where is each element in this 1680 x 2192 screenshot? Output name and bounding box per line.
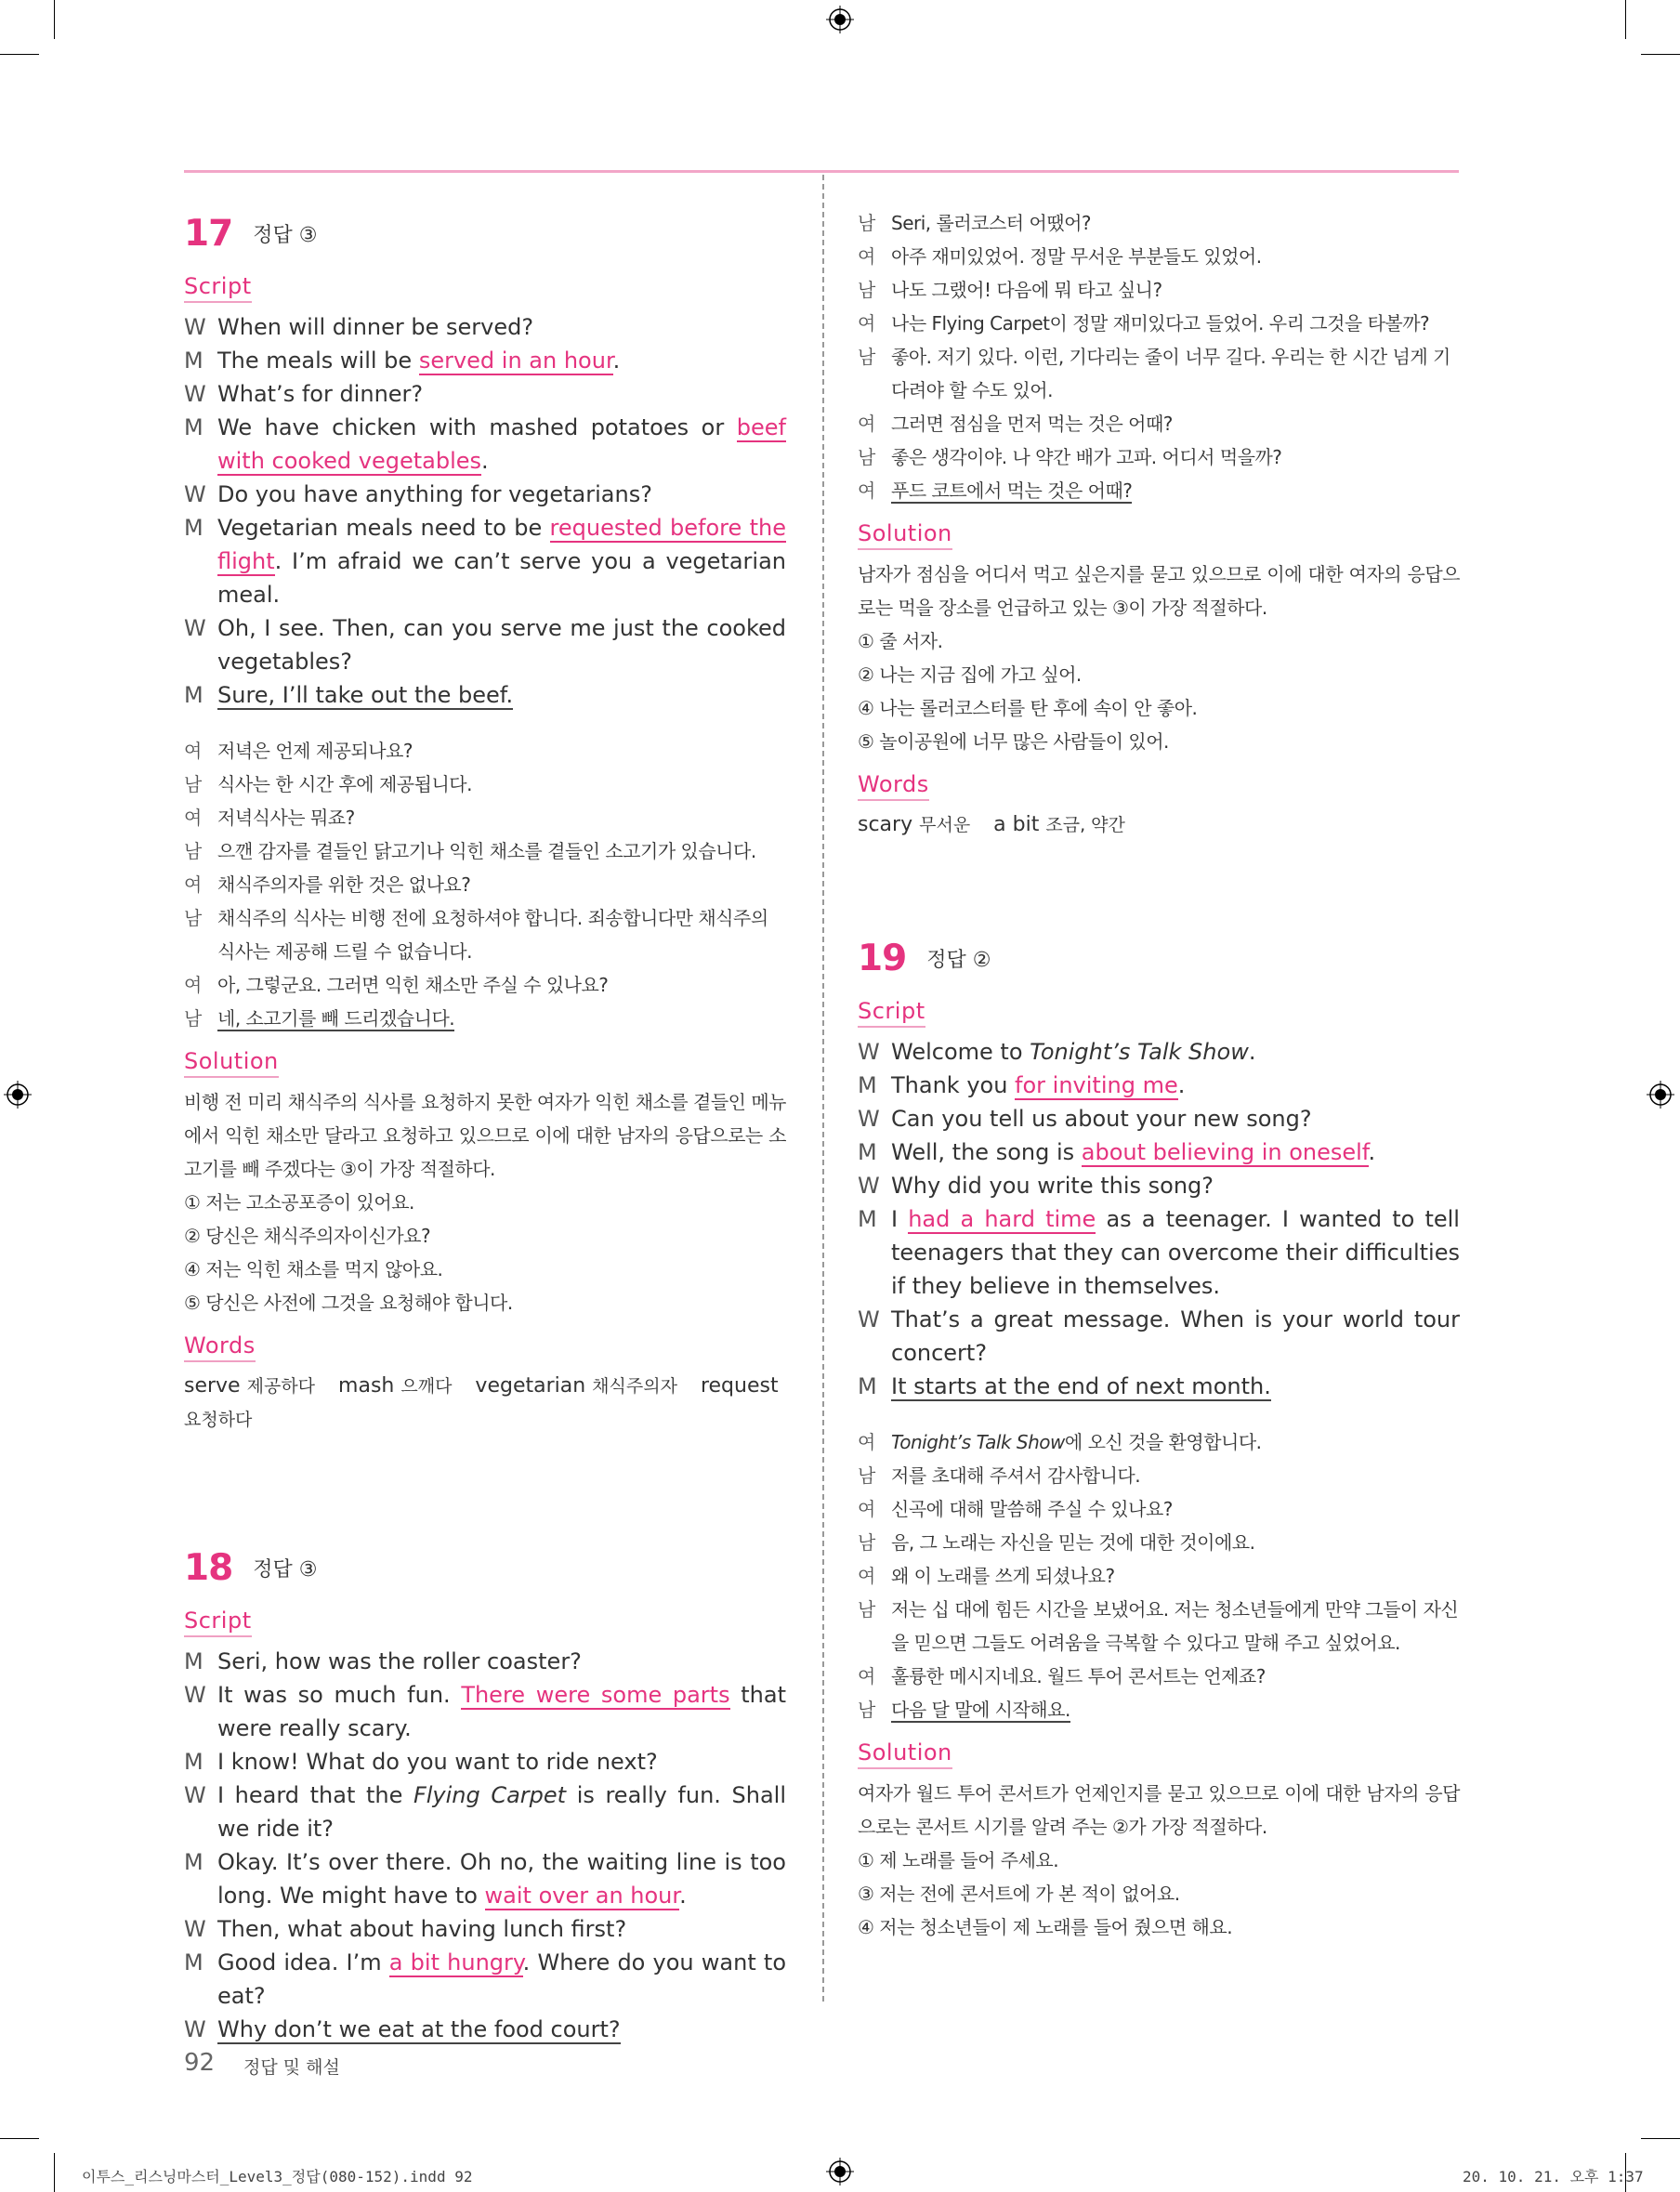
text-run: 채식주의 식사는 비행 전에 요청하셔야 합니다. 죄송합니다만 채식주의 식사는 제공해 드릴 수 없습니다. [217, 907, 768, 963]
speaker-label: W [184, 481, 206, 507]
crop-mark [54, 2153, 55, 2192]
script-lines [858, 1035, 1460, 1403]
script-heading: Script [184, 273, 252, 303]
text-run: When will dinner be served? [217, 314, 534, 340]
crop-mark [1641, 54, 1680, 55]
translation-line [858, 1526, 1460, 1559]
translation-line [858, 273, 1460, 307]
line-text [891, 1303, 1460, 1370]
speaker-label: 남 [858, 346, 875, 368]
script-line [858, 1370, 1460, 1403]
script-line [184, 411, 786, 478]
script-lines [184, 310, 786, 712]
line-text [891, 1035, 1460, 1069]
line-text [217, 1645, 786, 1678]
translation-line [184, 868, 786, 901]
text-run: that were really scary. [217, 1682, 786, 1741]
text-run: . [1368, 1139, 1376, 1165]
translation-line [858, 307, 1460, 340]
speaker-label: 여 [858, 1665, 875, 1687]
translation-line [858, 206, 1460, 240]
speaker-label: 남 [858, 279, 875, 301]
line-text [891, 206, 1460, 240]
script-line [184, 1779, 786, 1845]
script-line [184, 344, 786, 377]
crop-mark [1625, 0, 1626, 39]
words-heading: Words [858, 771, 929, 801]
translation-line [858, 340, 1460, 407]
line-text [217, 611, 786, 678]
answer-label: 정답 ② [926, 948, 991, 972]
script-line [184, 1645, 786, 1678]
text-run: 식사는 한 시간 후에 제공됩니다. [217, 773, 472, 795]
text-run: We have chicken with mashed potatoes or [217, 414, 737, 440]
registration-mark-icon [1647, 1081, 1674, 1109]
answer-line: Sure, I’ll take out the beef. [217, 682, 514, 708]
line-text [891, 1102, 1460, 1135]
script-line [858, 1202, 1460, 1303]
answer-line: 네, 소고기를 빼 드리겠습니다. [217, 1007, 455, 1030]
line-text [217, 868, 786, 901]
option-item: ④ 저는 청소년들이 제 노래를 들어 줬으면 해요. [858, 1916, 1233, 1938]
text-run: 왜 이 노래를 쓰게 되셨나요? [891, 1565, 1115, 1587]
print-timestamp: 20. 10. 21. 오후 1:37 [1463, 2168, 1644, 2185]
text-run: Seri, 롤러코스터 어땠어? [891, 212, 1092, 234]
script-line [184, 678, 786, 712]
solution-text: 여자가 월드 투어 콘서트가 언제인지를 묻고 있으므로 이에 대한 남자의 응답으로는 콘서트 시기를 알려 주는 ②가 가장 적절하다. [858, 1782, 1460, 1838]
key-phrase: wait over an hour [484, 1883, 680, 1909]
speaker-label: M [184, 1648, 203, 1674]
question-17 [184, 206, 786, 1437]
text-run: I know! What do you want to ride next? [217, 1749, 658, 1775]
solution-heading: Solution [858, 520, 952, 550]
speaker-label: W [184, 1782, 206, 1808]
text-run: 좋아. 저기 있다. 이런, 기다리는 줄이 너무 길다. 우리는 한 시간 넘게 기다려야 할 수도 있어. [891, 346, 1450, 401]
speaker-label: 여 [858, 245, 875, 268]
line-text [891, 474, 1460, 507]
line-text [891, 1425, 1460, 1459]
question-header [858, 931, 1460, 985]
text-run: It was so much fun. [217, 1682, 462, 1708]
registration-mark-icon [4, 1081, 32, 1109]
speaker-label: W [858, 1039, 880, 1065]
translation-line [858, 1693, 1460, 1726]
answer-line: Why don’t we eat at the food court? [217, 2016, 621, 2042]
translation-line [184, 768, 786, 801]
translation-line [858, 1660, 1460, 1693]
question-number: 18 [184, 1546, 233, 1589]
option-item: ④ 나는 롤러코스터를 탄 후에 속이 안 좋아. [858, 697, 1198, 719]
speaker-label: 여 [858, 479, 875, 502]
translation-line [184, 734, 786, 768]
translation-line [858, 1559, 1460, 1593]
speaker-label: 여 [184, 740, 202, 762]
text-run: Well, the song is [891, 1139, 1082, 1165]
crop-mark [0, 54, 39, 55]
text-run: Seri, how was the roller coaster? [217, 1648, 582, 1674]
speaker-label: 여 [184, 974, 202, 996]
line-text [217, 801, 786, 834]
line-text [217, 1912, 786, 1946]
text-run: Can you tell us about your new song? [891, 1106, 1312, 1132]
text-run: Do you have anything for vegetarians? [217, 481, 652, 507]
key-phrase: for inviting me [1015, 1072, 1178, 1098]
translation-line [858, 240, 1460, 273]
line-text [891, 1693, 1460, 1726]
line-text [891, 1169, 1460, 1202]
option-list [858, 624, 1460, 758]
question-header [184, 206, 786, 260]
speaker-label: W [184, 1682, 206, 1708]
translation-line [858, 1459, 1460, 1492]
text-run: 음, 그 노래는 자신을 믿는 것에 대한 것이에요. [891, 1531, 1255, 1554]
answer-line: 다음 달 말에 시작해요. [891, 1699, 1070, 1721]
line-text [891, 407, 1460, 440]
line-text [217, 968, 786, 1002]
speaker-label: M [858, 1206, 877, 1232]
translation-lines [858, 1425, 1460, 1726]
text-run: Welcome to [891, 1039, 1030, 1065]
translation-line [858, 407, 1460, 440]
line-text [891, 273, 1460, 307]
script-line [184, 1912, 786, 1946]
line-text [891, 1370, 1460, 1403]
question-header [184, 1541, 786, 1595]
column-divider [822, 175, 824, 2002]
speaker-label: M [184, 348, 203, 374]
text-run: 신곡에 대해 말씀해 주실 수 있나요? [891, 1498, 1173, 1520]
page-number: 92 [184, 2049, 216, 2077]
text-run: 저녁식사는 뭐죠? [217, 807, 355, 829]
line-text [891, 1492, 1460, 1526]
line-text [891, 340, 1460, 407]
line-text [217, 734, 786, 768]
text-run: Thank you [891, 1072, 1016, 1098]
script-line [858, 1035, 1460, 1069]
option-list [184, 1186, 786, 1319]
speaker-label: M [858, 1072, 877, 1098]
text-run: . [481, 448, 489, 474]
key-phrase: had a hard time [908, 1206, 1096, 1232]
speaker-label: 남 [184, 840, 202, 862]
script-line [184, 478, 786, 511]
text-run: Okay. It’s over there. Oh no, the waiting line is too long. We might have to [217, 1849, 786, 1909]
line-text [217, 678, 786, 712]
translation-line [184, 801, 786, 834]
word-ko: 요청하다 [184, 1410, 253, 1430]
text-run: Oh, I see. Then, can you serve me just the cooked vegetables? [217, 615, 786, 675]
speaker-label: 여 [858, 1565, 875, 1587]
text-run: . [612, 348, 621, 374]
text-run: Then, what about having lunch first? [217, 1916, 627, 1942]
solution-text: 비행 전 미리 채식주의 식사를 요청하지 못한 여자가 익힌 채소를 곁들인 메뉴에서 익힌 채소만 달라고 요청하고 있으므로 이에 대한 남자의 응답으로는 소고기를 빼 주겠다는 ③이 가장 적절하다. [184, 1091, 786, 1180]
script-line [184, 1678, 786, 1745]
translation-line [184, 1002, 786, 1035]
answer-line: 푸드 코트에서 먹는 것은 어때? [891, 479, 1133, 502]
script-line [184, 2013, 786, 2046]
speaker-label: M [858, 1139, 877, 1165]
solution-heading: Solution [184, 1048, 279, 1078]
word-en: vegetarian [475, 1374, 586, 1398]
option-item: ① 줄 서자. [858, 630, 943, 652]
text-run: 훌륭한 메시지네요. 월드 투어 콘서트는 언제죠? [891, 1665, 1266, 1687]
translation-line [184, 968, 786, 1002]
speaker-label: M [858, 1373, 877, 1399]
solution-text: 남자가 점심을 어디서 먹고 싶은지를 묻고 있으므로 이에 대한 여자의 응답으로는 먹을 장소를 언급하고 있는 ③이 가장 적절하다. [858, 563, 1460, 619]
text-run: 저녁은 언제 제공되나요? [217, 740, 413, 762]
script-line [858, 1135, 1460, 1169]
line-text [891, 1593, 1460, 1660]
text-run: 저를 초대해 주셔서 감사합니다. [891, 1464, 1141, 1487]
speaker-label: 남 [184, 1007, 202, 1030]
speaker-label: 남 [858, 446, 875, 468]
key-phrase: a bit hungry [388, 1949, 523, 1975]
line-text [217, 834, 786, 868]
key-phrase: beef with cooked vegetables [217, 414, 786, 474]
question-number: 17 [184, 212, 233, 255]
text-run: . [1177, 1072, 1186, 1098]
translation-line [858, 1425, 1460, 1459]
crop-mark [54, 0, 55, 39]
translation-line [858, 474, 1460, 507]
speaker-label: 남 [858, 1531, 875, 1554]
text-run: 아, 그렇군요. 그러면 익힌 채소만 주실 수 있나요? [217, 974, 609, 996]
crop-mark [0, 2138, 39, 2139]
speaker-label: W [184, 314, 206, 340]
key-phrase: about believing in oneself [1081, 1139, 1369, 1165]
speaker-label: 여 [858, 1431, 875, 1453]
words-heading: Words [184, 1332, 256, 1362]
text-run: 으깬 감자를 곁들인 닭고기나 익힌 채소를 곁들인 소고기가 있습니다. [217, 840, 756, 862]
speaker-label: M [184, 1849, 203, 1875]
word-en: mash [338, 1374, 395, 1398]
translation-line [858, 1593, 1460, 1660]
speaker-label: W [858, 1106, 880, 1132]
text-run: is really fun. Shall we ride it? [217, 1782, 786, 1842]
word-en: serve [184, 1374, 241, 1398]
speaker-label: 여 [184, 873, 202, 896]
option-item: ③ 저는 전에 콘서트에 가 본 적이 없어요. [858, 1883, 1180, 1905]
line-text [891, 1559, 1460, 1593]
option-item: ① 저는 고소공포증이 있어요. [184, 1191, 414, 1214]
translation-lines [184, 734, 786, 1035]
translation-line [858, 440, 1460, 474]
speaker-label: 남 [184, 773, 202, 795]
script-line [858, 1102, 1460, 1135]
script-line [184, 310, 786, 344]
key-phrase: requested before the flight [217, 515, 786, 574]
line-text [891, 1069, 1460, 1102]
registration-mark-icon [826, 2158, 854, 2185]
speaker-label: W [184, 615, 206, 641]
script-heading: Script [184, 1608, 252, 1637]
script-line [184, 511, 786, 611]
question-19 [858, 931, 1460, 1944]
line-text [217, 2013, 786, 2046]
translation-line [184, 834, 786, 868]
translation-lines [858, 206, 1460, 507]
speaker-label: 여 [184, 807, 202, 829]
speaker-label: 여 [858, 1498, 875, 1520]
left-column [184, 206, 786, 2046]
text-run: 에 오신 것을 환영합니다. [1064, 1431, 1262, 1453]
word-ko: 조금, 약간 [1045, 815, 1125, 835]
file-slug: 이투스_리스닝마스터_Level3_정답(080-152).indd 92 [82, 2168, 473, 2185]
word-ko: 채식주의자 [592, 1376, 677, 1397]
line-text [891, 307, 1460, 340]
option-list [858, 1844, 1460, 1944]
speaker-label: 남 [858, 212, 875, 234]
word-list [858, 808, 1460, 842]
text-run: 저는 십 대에 힘든 시간을 보냈어요. 저는 청소년들에게 만약 그들이 자신을 믿으면 그들도 어려움을 극복할 수 있다고 말해 주고 싶었어요. [891, 1598, 1459, 1654]
line-text [217, 1678, 786, 1745]
line-text [217, 1745, 786, 1779]
option-item: ⑤ 당신은 사전에 그것을 요청해야 합니다. [184, 1292, 513, 1314]
text-run: The meals will be [217, 348, 419, 374]
header-rule [184, 170, 1459, 173]
line-text [217, 310, 786, 344]
answer-label: 정답 ③ [253, 1557, 318, 1582]
speaker-label: 여 [858, 312, 875, 335]
script-lines [184, 1645, 786, 2046]
option-item: ④ 저는 익힌 채소를 먹지 않아요. [184, 1258, 443, 1280]
speaker-label: 남 [184, 907, 202, 929]
text-run: 나도 그랬어! 다음에 뭐 타고 싶니? [891, 279, 1162, 301]
line-text [891, 1660, 1460, 1693]
word-en: request [700, 1374, 779, 1398]
text-run: . Where do you want to eat? [217, 1949, 787, 2009]
text-run: . [679, 1883, 687, 1909]
answer-line: It starts at the end of next month. [891, 1373, 1271, 1399]
text-run: 채식주의자를 위한 것은 없나요? [217, 873, 471, 896]
section-title: 정답 및 해설 [243, 2057, 340, 2078]
text-run: 그러면 점심을 먼저 먹는 것은 어때? [891, 413, 1173, 435]
script-line [858, 1303, 1460, 1370]
script-line [184, 1946, 786, 2013]
option-item: ② 나는 지금 집에 가고 싶어. [858, 663, 1082, 686]
line-text [891, 1135, 1460, 1169]
word-en: a bit [993, 813, 1040, 836]
word-ko: 제공하다 [246, 1376, 316, 1397]
option-item: ⑤ 놀이공원에 너무 많은 사람들이 있어. [858, 730, 1169, 753]
question-18 [184, 1541, 786, 2046]
text-run: Why did you write this song? [891, 1173, 1214, 1199]
speaker-label: M [184, 1949, 203, 1975]
script-line [184, 1845, 786, 1912]
speaker-label: M [184, 682, 203, 708]
line-text [217, 768, 786, 801]
speaker-label: M [184, 515, 203, 541]
question-18-continued [858, 206, 1460, 842]
key-phrase: served in an hour [418, 348, 613, 374]
speaker-label: W [184, 1916, 206, 1942]
speaker-label: W [184, 2016, 206, 2042]
speaker-label: 여 [858, 413, 875, 435]
word-ko: 으깨다 [400, 1376, 453, 1397]
text-run: I heard that the [217, 1782, 413, 1808]
text-run: What’s for dinner? [217, 381, 424, 407]
translation-line [184, 901, 786, 968]
script-line [184, 1745, 786, 1779]
option-item: ② 당신은 채식주의자이신가요? [184, 1225, 431, 1247]
text-run: Good idea. I’m [217, 1949, 389, 1975]
line-text [217, 511, 786, 611]
text-run: That’s a great message. When is your world tour concert? [891, 1306, 1460, 1366]
line-text [891, 240, 1460, 273]
text-run: 나는 Flying Carpet이 정말 재미있다고 들었어. 우리 그것을 타볼까? [891, 312, 1430, 335]
line-text [217, 411, 786, 478]
line-text [217, 377, 786, 411]
title-text: Tonight’s Talk Show [891, 1431, 1065, 1453]
word-en: scary [858, 813, 913, 836]
text-run: Vegetarian meals need to be [217, 515, 550, 541]
script-heading: Script [858, 998, 925, 1028]
line-text [217, 344, 786, 377]
option-item: ① 제 노래를 들어 주세요. [858, 1849, 1059, 1871]
answer-label: 정답 ③ [253, 223, 318, 247]
key-phrase: There were some parts [461, 1682, 730, 1708]
speaker-label: M [184, 1749, 203, 1775]
line-text [891, 1526, 1460, 1559]
line-text [217, 1845, 786, 1912]
line-text [891, 1459, 1460, 1492]
speaker-label: W [858, 1306, 880, 1332]
script-line [858, 1169, 1460, 1202]
text-run: 좋은 생각이야. 나 약간 배가 고파. 어디서 먹을까? [891, 446, 1282, 468]
line-text [217, 1002, 786, 1035]
question-number: 19 [858, 937, 907, 979]
line-text [217, 478, 786, 511]
line-text [891, 1202, 1460, 1303]
script-line [858, 1069, 1460, 1102]
text-run: as a teenager. I wanted to tell teenagers that they can overcome their difficulties if they believe in themselves. [891, 1206, 1460, 1299]
crop-mark [1641, 2138, 1680, 2139]
registration-mark-icon [826, 6, 854, 33]
speaker-label: W [184, 381, 206, 407]
text-run: . I’m afraid we can’t serve you a vegetarian meal. [217, 548, 786, 608]
text-run: I [891, 1206, 909, 1232]
word-list [184, 1370, 786, 1437]
script-line [184, 377, 786, 411]
title-text: Tonight’s Talk Show [1030, 1039, 1249, 1065]
speaker-label: W [858, 1173, 880, 1199]
speaker-label: 남 [858, 1699, 875, 1721]
script-line [184, 611, 786, 678]
speaker-label: 남 [858, 1598, 875, 1621]
translation-line [858, 1492, 1460, 1526]
right-column [858, 206, 1460, 1944]
title-text: Flying Carpet [413, 1782, 567, 1808]
line-text [217, 1779, 786, 1845]
solution-heading: Solution [858, 1739, 952, 1769]
speaker-label: 남 [858, 1464, 875, 1487]
text-run: 아주 재미있었어. 정말 무서운 부분들도 있었어. [891, 245, 1262, 268]
speaker-label: M [184, 414, 203, 440]
text-run: . [1248, 1039, 1256, 1065]
line-text [217, 901, 786, 968]
word-ko: 무서운 [919, 815, 971, 835]
line-text [217, 1946, 786, 2013]
line-text [891, 440, 1460, 474]
